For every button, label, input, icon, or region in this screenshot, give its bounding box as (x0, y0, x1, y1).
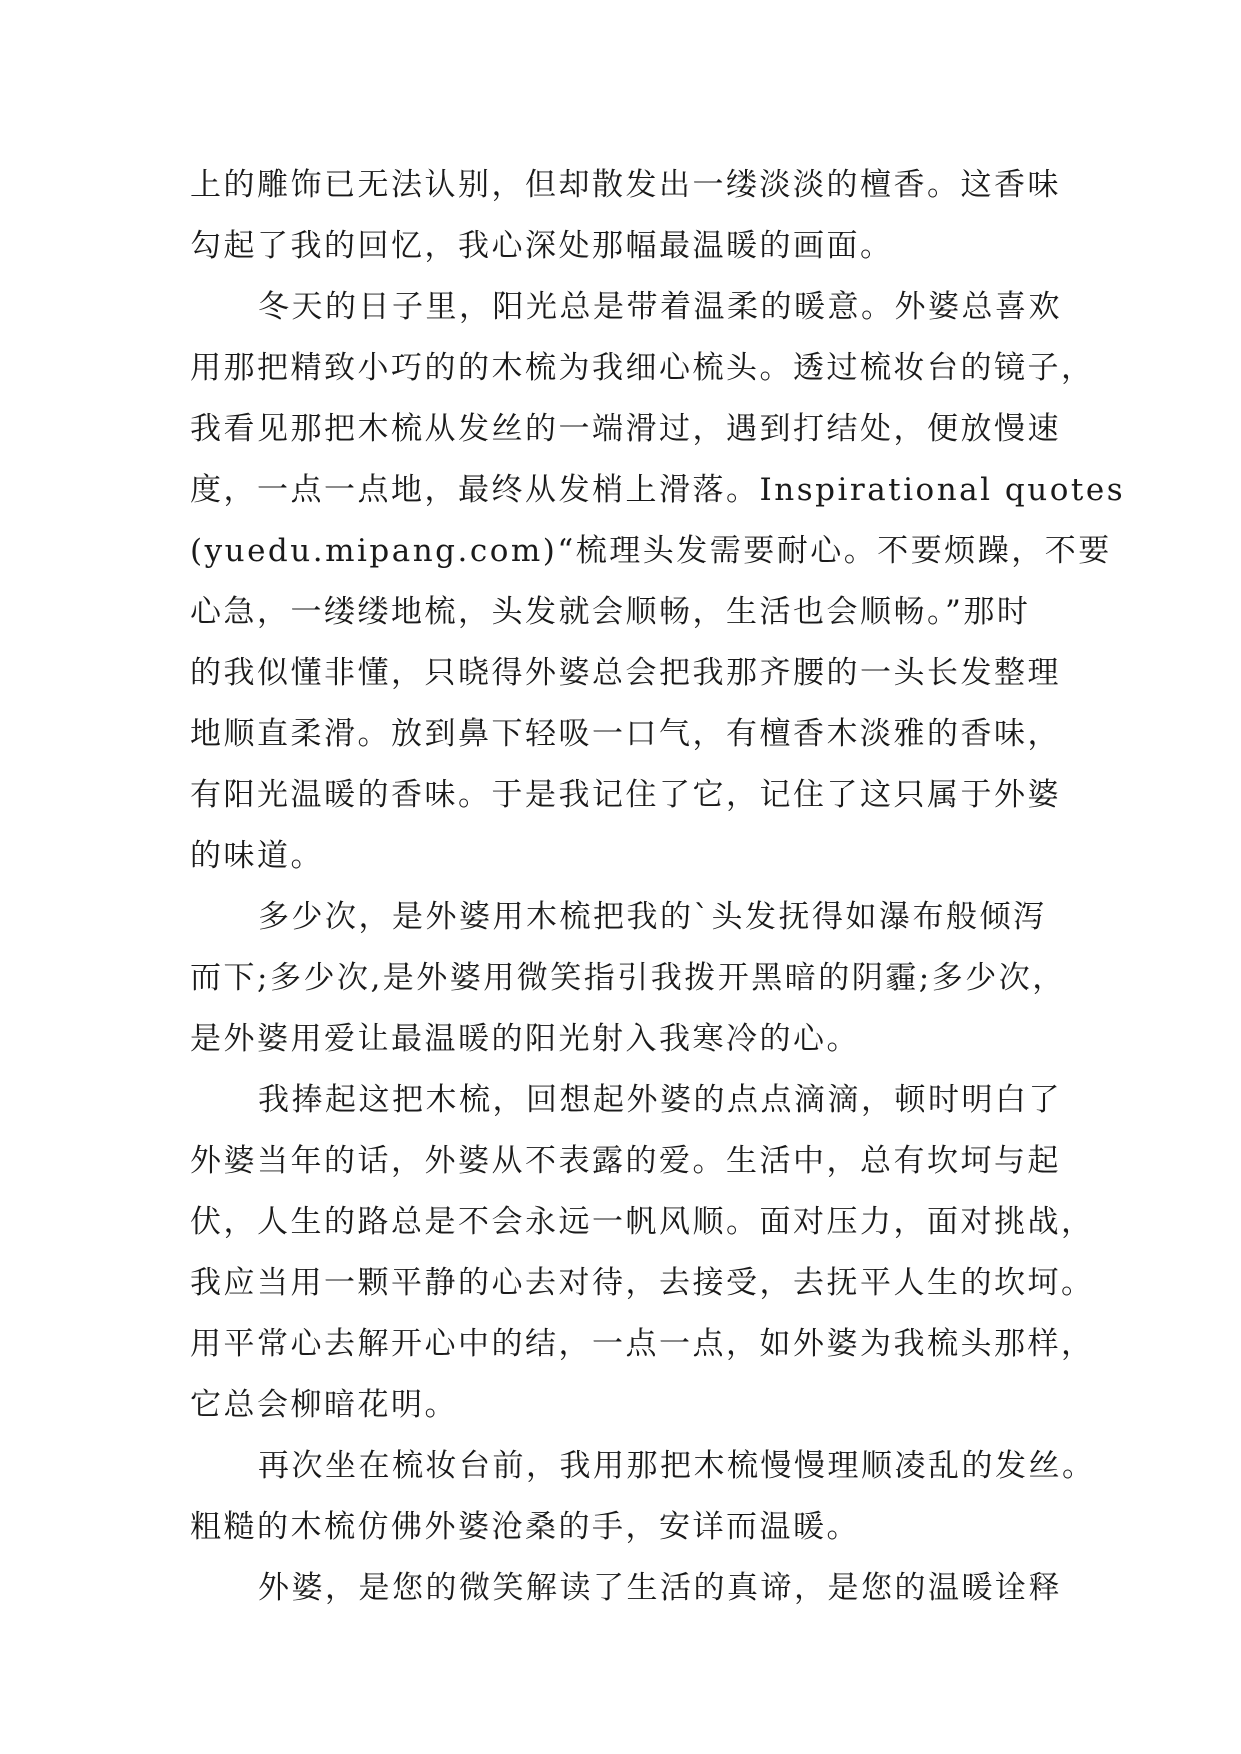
text-line: 勾起了我的回忆，我心深处那幅最温暖的画面。 (190, 228, 894, 264)
text-line: 伏，人生的路总是不会永远一帆风顺。面对压力，面对挑战， (190, 1204, 1095, 1240)
text-line: 我应当用一颗平静的心去对待，去接受，去抚平人生的坎坷。 (190, 1265, 1095, 1301)
paragraph-start-line: 冬天的日子里，阳光总是带着温柔的暖意。外婆总喜欢 (258, 289, 1062, 325)
document-body (190, 155, 1126, 1619)
text-line: 它总会柳暗花明。 (190, 1387, 458, 1423)
text-line: 上的雕饰已无法认别，但却散发出一缕淡淡的檀香。这香味 (190, 167, 1061, 203)
text-line: 心急，一缕缕地梳，头发就会顺畅，生活也会顺畅。”那时 (190, 594, 1031, 630)
text-line: 地顺直柔滑。放到鼻下轻吸一口气，有檀香木淡雅的香味， (190, 716, 1061, 752)
text-line: 度，一点一点地，最终从发梢上滑落。Inspirational quotes (190, 472, 1126, 508)
text-line: 而下;多少次,是外婆用微笑指引我拨开黑暗的阴霾;多少次， (190, 960, 1066, 996)
text-line: 外婆当年的话，外婆从不表露的爱。生活中，总有坎坷与起 (190, 1143, 1061, 1179)
text-line: 的味道。 (190, 838, 324, 874)
text-line: 粗糙的木梳仿佛外婆沧桑的手，安详而温暖。 (190, 1509, 860, 1545)
text-line: 我看见那把木梳从发丝的一端滑过，遇到打结处，便放慢速 (190, 411, 1061, 447)
text-line: 用平常心去解开心中的结，一点一点，如外婆为我梳头那样， (190, 1326, 1095, 1362)
paragraph-start-line: 外婆，是您的微笑解读了生活的真谛，是您的温暖诠释 (258, 1570, 1062, 1606)
paragraph-start-line: 多少次，是外婆用木梳把我的`头发抚得如瀑布般倾泻 (258, 899, 1047, 935)
paragraph-start-line: 再次坐在梳妆台前，我用那把木梳慢慢理顺凌乱的发丝。 (258, 1448, 1096, 1484)
text-line: 是外婆用爱让最温暖的阳光射入我寒冷的心。 (190, 1021, 860, 1057)
text-line: 有阳光温暖的香味。于是我记住了它，记住了这只属于外婆 (190, 777, 1061, 813)
paragraph-start-line: 我捧起这把木梳，回想起外婆的点点滴滴，顿时明白了 (258, 1082, 1062, 1118)
text-line: 的我似懂非懂，只晓得外婆总会把我那齐腰的一头长发整理 (190, 655, 1061, 691)
text-line: 用那把精致小巧的的木梳为我细心梳头。透过梳妆台的镜子， (190, 350, 1095, 386)
text-line: (yuedu.mipang.com)“梳理头发需要耐心。不要烦躁，不要 (190, 533, 1112, 569)
